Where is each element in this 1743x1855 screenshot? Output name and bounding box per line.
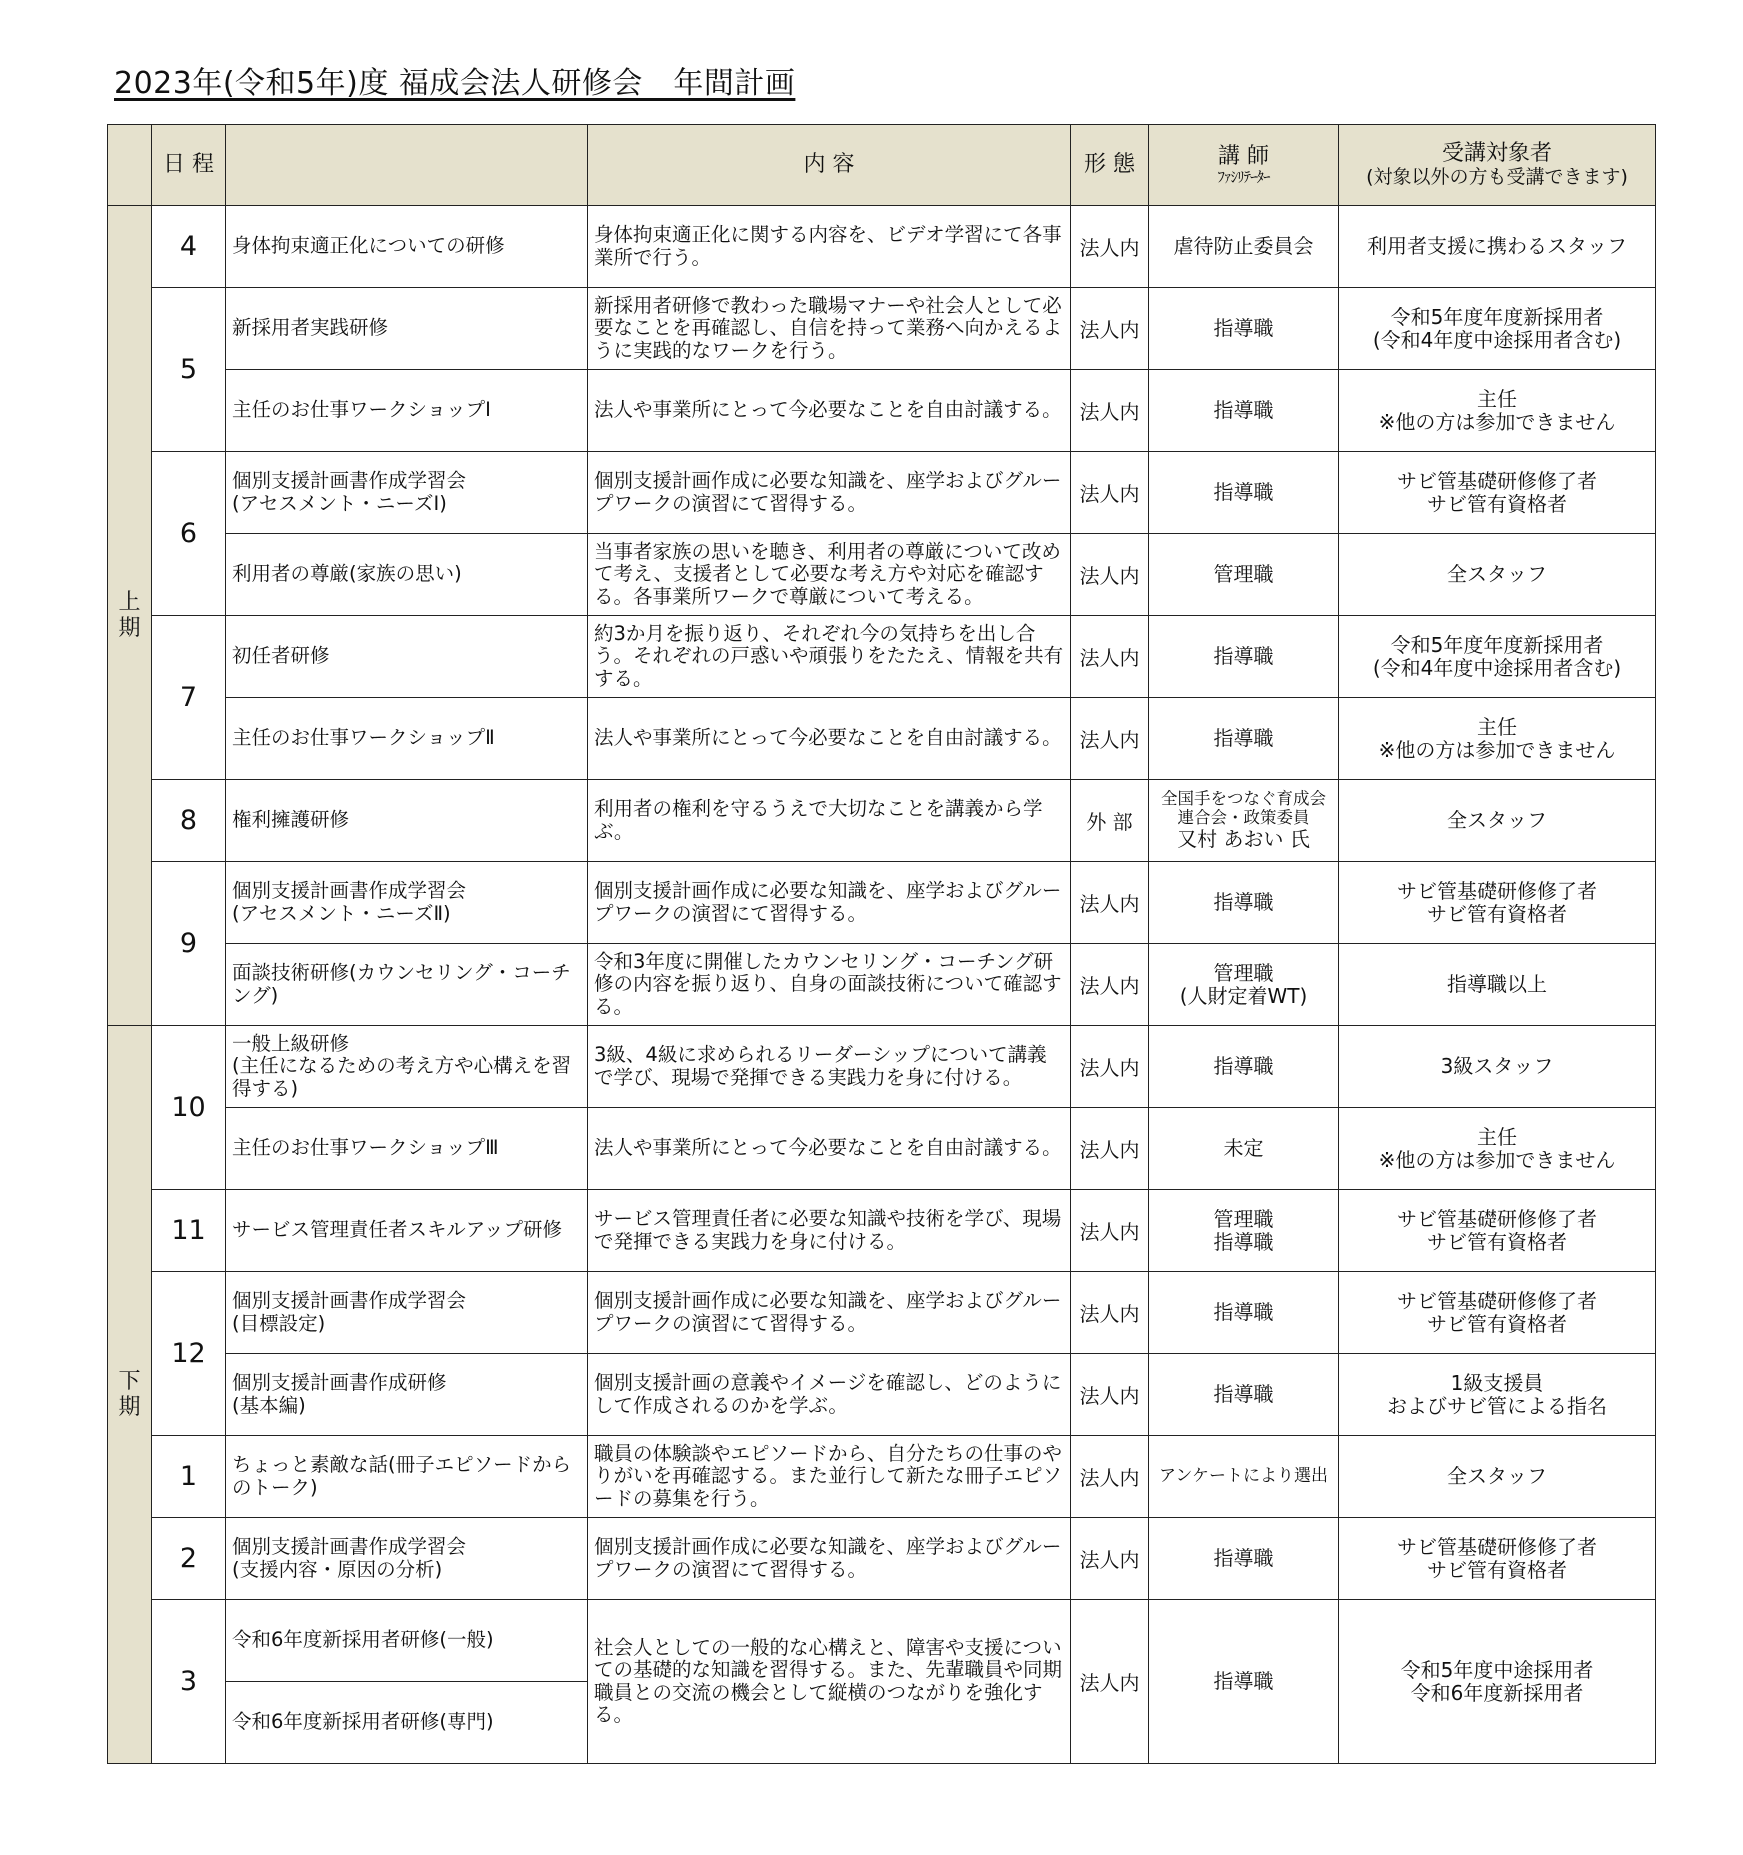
form-cell: 法人内 (1071, 1354, 1149, 1436)
target-cell: サビ管基礎研修修了者 サビ管有資格者 (1339, 1190, 1656, 1272)
topic-cell: 個別支援計画書作成学習会 (支援内容・原因の分析) (226, 1518, 588, 1600)
lecturer-cell: 指導職 (1149, 452, 1339, 534)
form-cell: 法人内 (1071, 1518, 1149, 1600)
header-lecturer-label: 講 師 (1218, 143, 1269, 169)
topic-cell: 個別支援計画書作成研修 (基本編) (226, 1354, 588, 1436)
target-cell: 令和5年度中途採用者 令和6年度新採用者 (1339, 1600, 1656, 1764)
table-row (108, 698, 1656, 780)
month-cell: 7 (152, 616, 226, 780)
content-cell: 法人や事業所にとって今必要なことを自由討議する。 (588, 1108, 1071, 1190)
topic-cell: 主任のお仕事ワークショップⅡ (226, 698, 588, 780)
lecturer-cell: 未定 (1149, 1108, 1339, 1190)
content-cell: 約3か月を振り返り、それぞれ今の気持ちを出し合う。それぞれの戸惑いや頑張りをたたえ、情報を共有する。 (588, 616, 1071, 698)
header-form: 形 態 (1071, 125, 1149, 206)
table-row (108, 1600, 1656, 1682)
target-cell: 全スタッフ (1339, 534, 1656, 616)
lecturer-cell: アンケートにより選出 (1149, 1436, 1339, 1518)
topic-cell: 権利擁護研修 (226, 780, 588, 862)
table-row (108, 1436, 1656, 1518)
topic-cell: 一般上級研修 (主任になるための考え方や心構えを習得する) (226, 1026, 588, 1108)
form-cell: 法人内 (1071, 288, 1149, 370)
content-cell: 社会人としての一般的な心構えと、障害や支援についての基礎的な知識を習得する。また、先輩職員や同期職員との交流の機会として縦横のつながりを強化する。 (588, 1600, 1071, 1764)
content-cell: 当事者家族の思いを聴き、利用者の尊厳について改めて考え、支援者として必要な考え方や対応を確認する。各事業所ワークで尊厳について考える。 (588, 534, 1071, 616)
content-cell: 個別支援計画の意義やイメージを確認し、どのようにして作成されるのかを学ぶ。 (588, 1354, 1071, 1436)
form-cell: 法人内 (1071, 1600, 1149, 1764)
form-cell: 法人内 (1071, 616, 1149, 698)
header-content: 内 容 (588, 125, 1071, 206)
lecturer-cell: 虐待防止委員会 (1149, 206, 1339, 288)
header-target-sub: (対象以外の方も受講できます) (1366, 165, 1628, 188)
table-row (108, 1190, 1656, 1272)
lecturer-cell: 指導職 (1149, 1026, 1339, 1108)
target-cell: 主任 ※他の方は参加できません (1339, 698, 1656, 780)
form-cell: 法人内 (1071, 1108, 1149, 1190)
month-cell: 2 (152, 1518, 226, 1600)
content-cell: 新採用者研修で教わった職場マナーや社会人として必要なことを再確認し、自信を持って業務へ向かえるように実践的なワークを行う。 (588, 288, 1071, 370)
target-cell: サビ管基礎研修修了者 サビ管有資格者 (1339, 1272, 1656, 1354)
target-cell: サビ管基礎研修修了者 サビ管有資格者 (1339, 452, 1656, 534)
content-cell: 個別支援計画作成に必要な知識を、座学およびグループワークの演習にて習得する。 (588, 1272, 1071, 1354)
content-cell: 職員の体験談やエピソードから、自分たちの仕事のやりがいを再確認する。また並行して新たな冊子エピソードの募集を行う。 (588, 1436, 1071, 1518)
content-cell: 個別支援計画作成に必要な知識を、座学およびグループワークの演習にて習得する。 (588, 452, 1071, 534)
lecturer-cell: 管理職 指導職 (1149, 1190, 1339, 1272)
topic-cell: 利用者の尊厳(家族の思い) (226, 534, 588, 616)
lecturer-cell: 管理職 (1149, 534, 1339, 616)
topic-cell: 主任のお仕事ワークショップⅢ (226, 1108, 588, 1190)
lecturer-cell: 指導職 (1149, 1518, 1339, 1600)
topic-cell: 個別支援計画書作成学習会 (目標設定) (226, 1272, 588, 1354)
target-cell: 全スタッフ (1339, 1436, 1656, 1518)
topic-cell: 令和6年度新採用者研修(専門) (226, 1682, 588, 1764)
period-second-half: 下期 (108, 1026, 152, 1764)
target-cell: 令和5年度年度新採用者 (令和4年度中途採用者含む) (1339, 288, 1656, 370)
target-cell: 令和5年度年度新採用者 (令和4年度中途採用者含む) (1339, 616, 1656, 698)
topic-cell: ちょっと素敵な話(冊子エピソードからのトーク) (226, 1436, 588, 1518)
table-row (108, 1518, 1656, 1600)
form-cell: 法人内 (1071, 698, 1149, 780)
table-row (108, 862, 1656, 944)
period-first-half: 上期 (108, 206, 152, 1026)
table-row (108, 206, 1656, 288)
target-cell: 主任 ※他の方は参加できません (1339, 1108, 1656, 1190)
table-row (108, 944, 1656, 1026)
table-row (108, 1108, 1656, 1190)
lecturer-cell: 指導職 (1149, 616, 1339, 698)
form-cell: 法人内 (1071, 452, 1149, 534)
form-cell: 法人内 (1071, 1026, 1149, 1108)
form-cell: 外 部 (1071, 780, 1149, 862)
topic-cell: サービス管理責任者スキルアップ研修 (226, 1190, 588, 1272)
target-cell: 3級スタッフ (1339, 1026, 1656, 1108)
table-row (108, 534, 1656, 616)
lecturer-affiliation: 全国手をつなぐ育成会 連合会・政策委員 (1161, 789, 1326, 827)
topic-cell: 新採用者実践研修 (226, 288, 588, 370)
form-cell: 法人内 (1071, 370, 1149, 452)
header-topic (226, 125, 588, 206)
content-cell: 令和3年度に開催したカウンセリング・コーチング研修の内容を振り返り、自身の面談技術について確認する。 (588, 944, 1071, 1026)
target-cell: サビ管基礎研修修了者 サビ管有資格者 (1339, 1518, 1656, 1600)
content-cell: 法人や事業所にとって今必要なことを自由討議する。 (588, 370, 1071, 452)
table-row (108, 370, 1656, 452)
form-cell: 法人内 (1071, 1436, 1149, 1518)
header-target (1339, 125, 1656, 206)
table-row (108, 1026, 1656, 1108)
form-cell: 法人内 (1071, 206, 1149, 288)
month-cell: 8 (152, 780, 226, 862)
target-cell: サビ管基礎研修修了者 サビ管有資格者 (1339, 862, 1656, 944)
content-cell: 3級、4級に求められるリーダーシップについて講義で学び、現場で発揮できる実践力を身に付ける。 (588, 1026, 1071, 1108)
table-row (108, 616, 1656, 698)
header-lecturer (1149, 125, 1339, 206)
target-cell: 指導職以上 (1339, 944, 1656, 1026)
header-row (108, 125, 1656, 206)
page-title: 2023年(令和5年)度 福成会法人研修会 年間計画 (114, 66, 796, 101)
content-cell: 個別支援計画作成に必要な知識を、座学およびグループワークの演習にて習得する。 (588, 862, 1071, 944)
lecturer-cell: 指導職 (1149, 1600, 1339, 1764)
table-row (108, 1272, 1656, 1354)
content-cell: 身体拘束適正化に関する内容を、ビデオ学習にて各事業所で行う。 (588, 206, 1071, 288)
month-cell: 9 (152, 862, 226, 1026)
form-cell: 法人内 (1071, 534, 1149, 616)
topic-cell: 主任のお仕事ワークショップⅠ (226, 370, 588, 452)
form-cell: 法人内 (1071, 1190, 1149, 1272)
lecturer-name: 又村 あおい 氏 (1177, 826, 1310, 851)
table-row (108, 452, 1656, 534)
lecturer-cell: 指導職 (1149, 1272, 1339, 1354)
month-cell: 5 (152, 288, 226, 452)
month-cell: 1 (152, 1436, 226, 1518)
month-cell: 12 (152, 1272, 226, 1436)
month-cell: 11 (152, 1190, 226, 1272)
table-row (108, 288, 1656, 370)
table-row (108, 1354, 1656, 1436)
lecturer-cell: 管理職 (人財定着WT) (1149, 944, 1339, 1026)
topic-cell: 令和6年度新採用者研修(一般) (226, 1600, 588, 1682)
topic-cell: 初任者研修 (226, 616, 588, 698)
lecturer-cell (1149, 780, 1339, 862)
month-cell: 10 (152, 1026, 226, 1190)
header-period (108, 125, 152, 206)
topic-cell: 身体拘束適正化についての研修 (226, 206, 588, 288)
header-lecturer-sub: ﾌｧｼﾘﾃｰﾀｰ (1217, 168, 1270, 187)
annual-plan-table (107, 124, 1656, 1764)
form-cell: 法人内 (1071, 944, 1149, 1026)
table-row (108, 780, 1656, 862)
month-cell: 6 (152, 452, 226, 616)
form-cell: 法人内 (1071, 862, 1149, 944)
header-target-label: 受講対象者 (1441, 141, 1552, 167)
topic-cell: 面談技術研修(カウンセリング・コーチング) (226, 944, 588, 1026)
lecturer-cell: 指導職 (1149, 862, 1339, 944)
content-cell: 法人や事業所にとって今必要なことを自由討議する。 (588, 698, 1071, 780)
lecturer-cell: 指導職 (1149, 1354, 1339, 1436)
lecturer-cell: 指導職 (1149, 698, 1339, 780)
content-cell: 利用者の権利を守るうえで大切なことを講義から学ぶ。 (588, 780, 1071, 862)
content-cell: 個別支援計画作成に必要な知識を、座学およびグループワークの演習にて習得する。 (588, 1518, 1071, 1600)
target-cell: 全スタッフ (1339, 780, 1656, 862)
header-schedule: 日 程 (152, 125, 226, 206)
month-cell: 3 (152, 1600, 226, 1764)
target-cell: 主任 ※他の方は参加できません (1339, 370, 1656, 452)
target-cell: 利用者支援に携わるスタッフ (1339, 206, 1656, 288)
target-cell: 1級支援員 およびサビ管による指名 (1339, 1354, 1656, 1436)
lecturer-cell: 指導職 (1149, 370, 1339, 452)
content-cell: サービス管理責任者に必要な知識や技術を学び、現場で発揮できる実践力を身に付ける。 (588, 1190, 1071, 1272)
topic-cell: 個別支援計画書作成学習会 (アセスメント・ニーズⅠ) (226, 452, 588, 534)
lecturer-cell: 指導職 (1149, 288, 1339, 370)
form-cell: 法人内 (1071, 1272, 1149, 1354)
topic-cell: 個別支援計画書作成学習会 (アセスメント・ニーズⅡ) (226, 862, 588, 944)
month-cell: 4 (152, 206, 226, 288)
